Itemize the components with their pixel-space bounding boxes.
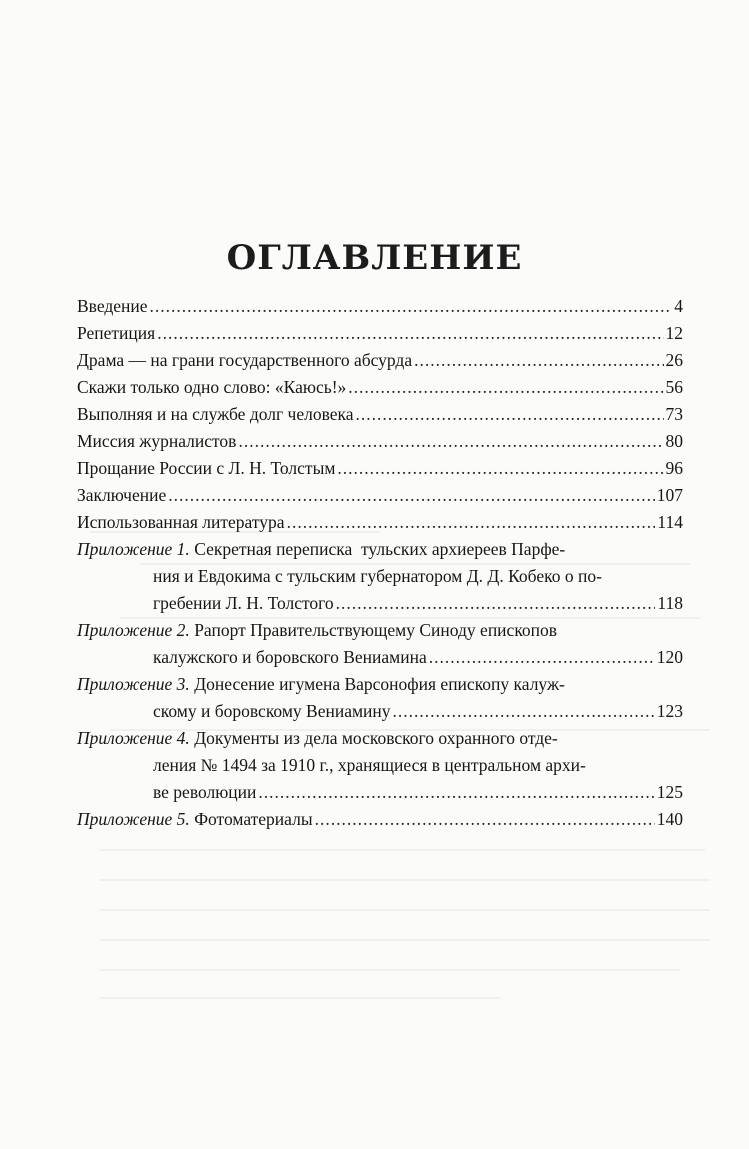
- toc-entry-title: ве революции: [153, 782, 257, 802]
- toc-entry[interactable]: [77, 617, 683, 671]
- toc-entry[interactable]: [77, 428, 683, 455]
- dot-leader: [258, 779, 654, 806]
- toc-entry-text: [77, 347, 412, 374]
- toc-entry[interactable]: [77, 536, 683, 617]
- toc-entry-text: [77, 806, 313, 833]
- toc-entry-text: [77, 671, 565, 698]
- appendix-label: Приложение 3.: [77, 674, 190, 694]
- appendix-label: Приложение 1.: [77, 539, 190, 559]
- toc-entry-title: Рапорт Правительствующему Синоду епископов: [189, 620, 558, 640]
- toc-entry-title: Прощание России с Л. Н. Толстым: [77, 458, 336, 478]
- toc-entry-text: [77, 509, 285, 536]
- toc-entry-line: [77, 725, 683, 752]
- toc-entry-title: Фотоматериалы: [189, 809, 313, 829]
- toc-entry-line: [77, 806, 683, 833]
- dot-leader: [337, 455, 663, 482]
- dot-leader: [356, 401, 664, 428]
- page-number: 96: [665, 458, 683, 478]
- page-number: 56: [665, 377, 683, 397]
- toc-entry-text: [77, 725, 558, 752]
- toc-entry-line: [77, 428, 683, 455]
- toc-entry[interactable]: [77, 509, 683, 536]
- toc-entry-title: Миссия журналистов: [77, 431, 237, 451]
- toc-entry[interactable]: [77, 374, 683, 401]
- toc-entry-text: [77, 455, 335, 482]
- toc-entry[interactable]: [77, 401, 683, 428]
- toc-entry-line: [77, 320, 683, 347]
- toc-entry-title: Скажи только одно слово: «Каюсь!»: [77, 377, 347, 397]
- toc-entry[interactable]: [77, 320, 683, 347]
- page-number: 118: [657, 593, 683, 613]
- toc-entry-line: [77, 347, 683, 374]
- dot-leader: [315, 806, 655, 833]
- toc-entry-line: [77, 374, 683, 401]
- toc-entry-line: [77, 509, 683, 536]
- toc-entry-text: [153, 590, 334, 617]
- toc-entry-text: [153, 698, 391, 725]
- toc-entry[interactable]: [77, 725, 683, 806]
- toc-entry-title: гребении Л. Н. Толстого: [153, 593, 334, 613]
- dot-leader: [287, 509, 656, 536]
- toc-entry-title: Донесение игумена Варсонофия епископу калуж-: [189, 674, 565, 694]
- toc-entry-title: Использованная литература: [77, 512, 285, 532]
- toc-entry-title: Секретная переписка тульских архиереев Парфе-: [189, 539, 566, 559]
- toc-entry-line: [77, 644, 683, 671]
- toc-entry-text: [77, 320, 155, 347]
- toc-entry-line: [77, 698, 683, 725]
- page-number: 114: [657, 512, 683, 532]
- toc-entry-line: [77, 293, 683, 320]
- toc-entry-text: [153, 752, 586, 779]
- toc-entry-title: Репетиция: [77, 323, 156, 343]
- appendix-label: Приложение 5.: [77, 809, 190, 829]
- toc-entry-title: ния и Евдокима с тульским губернатором Д. Д. Кобеко о по-: [153, 566, 602, 586]
- toc-entry-title: Введение: [77, 296, 148, 316]
- dot-leader: [393, 698, 655, 725]
- toc-entry-title: Выполняя и на службе долг человека: [77, 404, 354, 424]
- page-number: 80: [665, 431, 683, 451]
- appendix-label: Приложение 4.: [77, 728, 190, 748]
- toc-entry[interactable]: [77, 482, 683, 509]
- toc-entry[interactable]: [77, 293, 683, 320]
- toc-entry[interactable]: [77, 806, 683, 833]
- table-of-contents: [77, 293, 683, 833]
- dot-leader: [336, 590, 656, 617]
- toc-entry-title: Заключение: [77, 485, 167, 505]
- toc-entry-text: [153, 779, 256, 806]
- toc-entry[interactable]: [77, 347, 683, 374]
- appendix-label: Приложение 2.: [77, 620, 190, 640]
- page-number: 26: [665, 350, 683, 370]
- page-number: 120: [656, 647, 683, 667]
- page-title: ОГЛАВЛЕНИЕ: [226, 238, 523, 278]
- toc-entry-text: [77, 617, 557, 644]
- toc-entry[interactable]: [77, 455, 683, 482]
- page-number: 4: [674, 296, 683, 316]
- toc-entry-line: [77, 563, 683, 590]
- page-number: 107: [656, 485, 683, 505]
- dot-leader: [414, 347, 663, 374]
- dot-leader: [238, 428, 663, 455]
- toc-entry-title: Документы из дела московского охранного отде-: [189, 728, 558, 748]
- page-number: 140: [656, 809, 683, 829]
- toc-entry-line: [77, 617, 683, 644]
- toc-entry-line: [77, 752, 683, 779]
- page-number: 12: [665, 323, 683, 343]
- toc-entry-line: [77, 482, 683, 509]
- dot-leader: [429, 644, 655, 671]
- dot-leader: [157, 320, 663, 347]
- toc-entry-text: [77, 536, 565, 563]
- toc-entry-line: [77, 401, 683, 428]
- toc-entry-title: калужского и боровского Вениамина: [153, 647, 427, 667]
- toc-entry-line: [77, 590, 683, 617]
- page-number: 123: [656, 701, 683, 721]
- dot-leader: [168, 482, 655, 509]
- toc-entry-title: ления № 1494 за 1910 г., хранящиеся в центральном архи-: [153, 755, 586, 775]
- toc-entry-line: [77, 455, 683, 482]
- toc-entry-line: [77, 671, 683, 698]
- dot-leader: [348, 374, 663, 401]
- toc-entry-text: [77, 293, 148, 320]
- toc-entry-line: [77, 779, 683, 806]
- toc-entry-title: скому и боровскому Вениамину: [153, 701, 391, 721]
- toc-entry-text: [153, 644, 427, 671]
- dot-leader: [150, 293, 669, 320]
- toc-entry-text: [77, 482, 166, 509]
- toc-entry[interactable]: [77, 671, 683, 725]
- toc-entry-text: [77, 428, 236, 455]
- toc-entry-title: Драма — на грани государственного абсурда: [77, 350, 413, 370]
- toc-entry-line: [77, 536, 683, 563]
- toc-entry-text: [77, 374, 346, 401]
- toc-entry-text: [77, 401, 354, 428]
- page-number: 73: [665, 404, 683, 424]
- page-number: 125: [656, 782, 683, 802]
- toc-entry-text: [153, 563, 602, 590]
